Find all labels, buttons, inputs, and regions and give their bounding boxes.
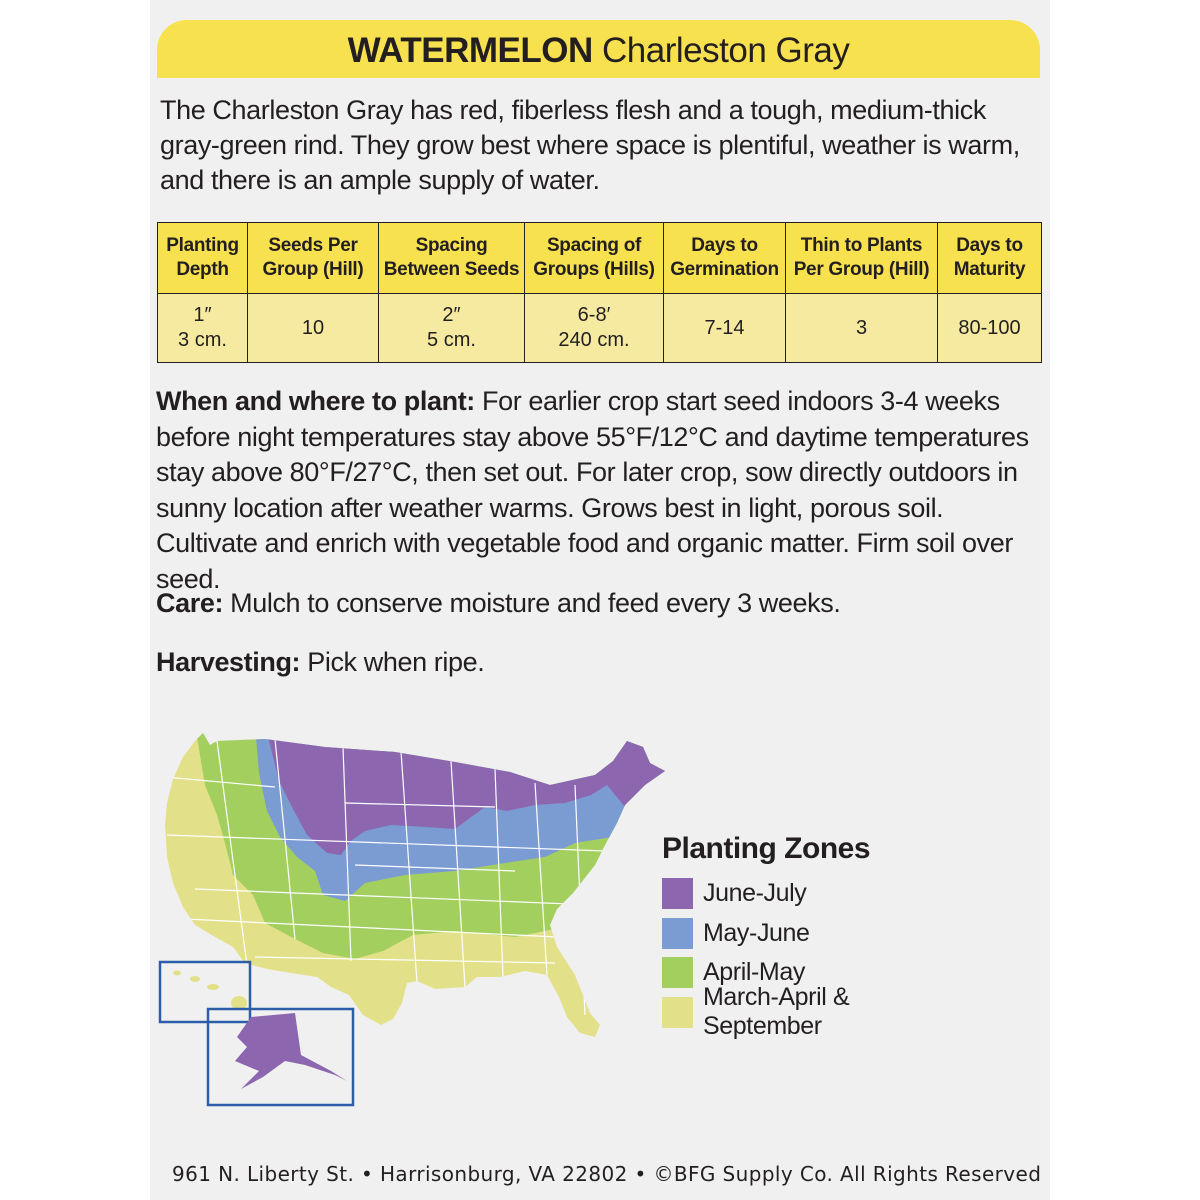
legend-title: Planting Zones xyxy=(662,832,871,865)
legend-label: May-June xyxy=(703,918,810,947)
legend-swatch xyxy=(662,918,693,949)
when-where-section xyxy=(156,384,1040,597)
harvesting-section xyxy=(156,645,1040,681)
header-planting-depth: Planting Depth xyxy=(158,223,248,294)
harvesting-text: Pick when ripe. xyxy=(300,647,485,677)
variety-name: Charleston Gray xyxy=(602,31,850,70)
header-spacing-of-groups: Spacing of Groups (Hills) xyxy=(525,223,664,294)
specs-value-row xyxy=(158,294,1042,363)
value-days-to-germination: 7-14 xyxy=(664,294,786,363)
care-heading: Care: xyxy=(156,588,224,618)
plant-name: WATERMELON xyxy=(347,31,593,70)
legend-label: March-April & September xyxy=(703,983,850,1041)
value-planting-depth: 1″ 3 cm. xyxy=(158,294,248,363)
legend-label: June-July xyxy=(703,879,807,908)
value-spacing-between-seeds: 2″ 5 cm. xyxy=(379,294,525,363)
header-days-to-maturity: Days to Maturity xyxy=(938,223,1042,294)
title-banner xyxy=(157,20,1040,78)
when-where-text: For earlier crop start seed indoors 3-4 weeks before night temperatures stay above 55°F/12°C and daytime temperatures stay above 80°F/27°C, then set out. For later crop, sow directly outdoors in sunny location after weather warms. Grows best in light, porous soil. Cultivate and enrich with vegetable food and organic matter. Firm soil over seed. xyxy=(156,386,1029,594)
planting-zones-legend xyxy=(662,832,962,1041)
legend-swatch xyxy=(662,957,693,988)
value-seeds-per-group: 10 xyxy=(248,294,379,363)
legend-item-may-june xyxy=(662,914,962,954)
legend-swatch xyxy=(662,878,693,909)
planting-specs-table xyxy=(157,222,1042,363)
legend-item-march-april-september xyxy=(662,983,962,1041)
alaska-region xyxy=(235,1013,347,1089)
header-days-to-germination: Days to Germination xyxy=(664,223,786,294)
legend-swatch xyxy=(662,997,693,1028)
specs-header-row xyxy=(158,223,1042,294)
care-text: Mulch to conserve moisture and feed every 3 weeks. xyxy=(223,588,841,618)
legend-item-june-july xyxy=(662,874,962,914)
hawaii-islands xyxy=(173,971,247,1011)
value-spacing-of-groups: 6-8′ 240 cm. xyxy=(525,294,664,363)
footer-address: 961 N. Liberty St. • Harrisonburg, VA 22802 • ©BFG Supply Co. All Rights Reserved xyxy=(172,1162,1042,1186)
value-days-to-maturity: 80-100 xyxy=(938,294,1042,363)
header-spacing-between-seeds: Spacing Between Seeds xyxy=(379,223,525,294)
value-thin-to-plants: 3 xyxy=(786,294,938,363)
hawaii-inset xyxy=(160,962,250,1022)
intro-description: The Charleston Gray has red, fiberless flesh and a tough, medium-thick gray-green rind. They grow best where space is plentiful, weather is warm, and there is an ample supply of water. xyxy=(160,95,1020,195)
harvesting-heading: Harvesting: xyxy=(156,647,301,677)
seed-packet-back xyxy=(150,0,1050,1200)
header-seeds-per-group: Seeds Per Group (Hill) xyxy=(248,223,379,294)
header-thin-to-plants: Thin to Plants Per Group (Hill) xyxy=(786,223,938,294)
legend-label: April-May xyxy=(703,958,805,987)
planting-zones-map xyxy=(155,725,675,1110)
care-section xyxy=(156,586,1040,622)
when-where-heading: When and where to plant: xyxy=(156,386,475,416)
